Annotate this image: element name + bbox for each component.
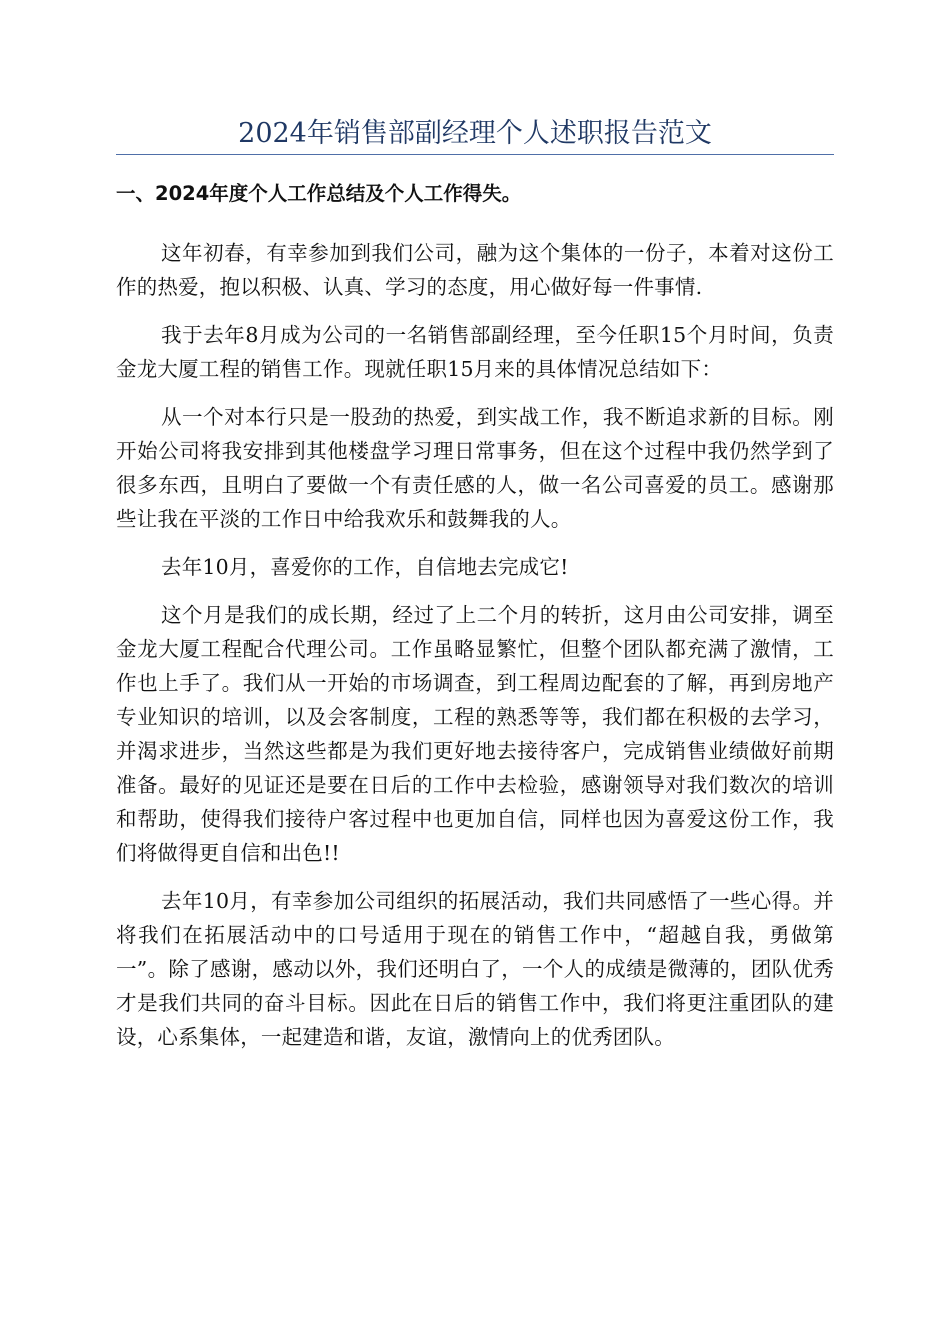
- paragraph: 从一个对本行只是一股劲的热爱，到实战工作，我不断追求新的目标。刚开始公司将我安排到其他楼盘学习理日常事务，但在这个过程中我仍然学到了很多东西，且明白了要做一个有责任感的人，做一名公司喜爱的员工。感谢那些让我在平淡的工作日中给我欢乐和鼓舞我的人。: [116, 405, 834, 531]
- paragraph: 去年10月，喜爱你的工作，自信地去完成它!: [161, 555, 569, 579]
- title-underline: [116, 154, 834, 155]
- paragraph: 这个月是我们的成长期，经过了上二个月的转折，这月由公司安排，调至金龙大厦工程配合代理公司。工作虽略显繁忙，但整个团队都充满了激情，工作也上手了。我们从一开始的市场调查，到工程周边配套的了解，再到房地产专业知识的培训，以及会客制度，工程的熟悉等等，我们都在积极的去学习，并渴求进步，当然这些都是为我们更好地去接待客户，完成销售业绩做好前期准备。最好的见证还是要在日后的工作中去检验，感谢领导对我们数次的培训和帮助，使得我们接待户客过程中也更加自信，同样也因为喜爱这份工作，我们将做得更自信和出色!!: [116, 603, 834, 865]
- paragraph: 去年10月，有幸参加公司组织的拓展活动，我们共同感悟了一些心得。并将我们在拓展活动中的口号适用于现在的销售工作中，“超越自我，勇做第一”。除了感谢，感动以外，我们还明白了，一个人的成绩是微薄的，团队优秀才是我们共同的奋斗目标。因此在日后的销售工作中，我们将更注重团队的建设，心系集体，一起建造和谐，友谊，激情向上的优秀团队。: [116, 889, 834, 1049]
- document-title: 2024年销售部副经理个人述职报告范文: [238, 118, 712, 149]
- section-heading: 一、2024年度个人工作总结及个人工作得失。: [116, 182, 522, 205]
- document-body: [116, 236, 834, 1068]
- paragraph: 我于去年8月成为公司的一名销售部副经理，至今任职15个月时间，负责金龙大厦工程的销售工作。现就任职15月来的具体情况总结如下：: [116, 323, 834, 381]
- paragraph: 这年初春，有幸参加到我们公司，融为这个集体的一份子，本着对这份工作的热爱，抱以积极、认真、学习的态度，用心做好每一件事情.: [116, 241, 834, 299]
